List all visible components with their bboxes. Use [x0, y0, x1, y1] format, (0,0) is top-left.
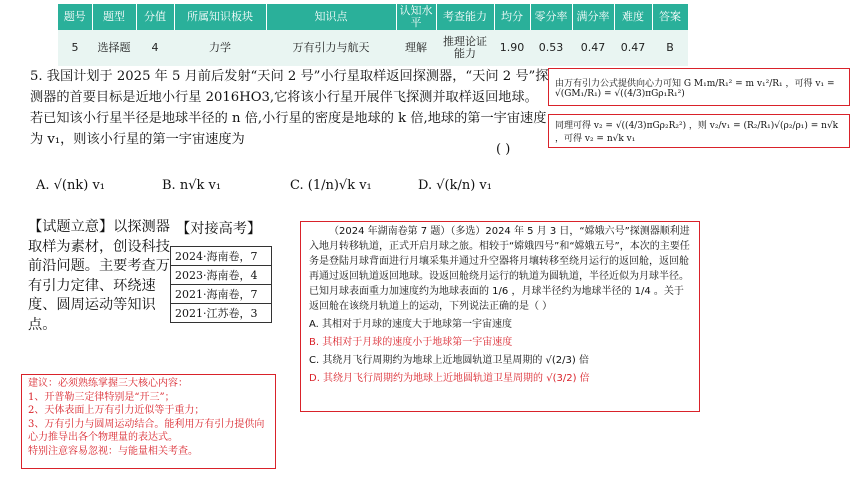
gaokao-cell: 2021·海南卷，7	[171, 285, 272, 304]
header-cell: 认知水平	[396, 4, 436, 30]
table-cell: 5	[58, 30, 92, 66]
table-cell: B	[652, 30, 688, 66]
formula-text-1: 由万有引力公式提供向心力可知 G M₁m/R₁² = m v₁²/R₁ ，可得 v₁ = √(GM₁/R₁) = √((4/3)πGρ₁R₁²)	[555, 78, 835, 99]
intent-text: 【试题立意】以探测器取样为素材，创设科技前沿问题。主要考查万有引力定律、环绕速度、圆周运动等知识点。	[28, 219, 170, 333]
stats-header-row	[58, 4, 688, 30]
gaokao-cell: 2021·江苏卷，3	[171, 304, 272, 323]
reference-problem-box	[300, 221, 700, 412]
header-cell: 满分率	[572, 4, 614, 30]
advice-line: 3、万有引力与圆周运动结合。能利用万有引力提供向心力推导出各个物理量的表达式。	[28, 418, 265, 444]
header-cell: 难度	[614, 4, 652, 30]
table-row	[171, 247, 272, 266]
formula-text-2: 同理可得 v₂ = √((4/3)πGρ₂R₂²) ，则 v₂/v₁ = (R₂/R₁)√(ρ₂/ρ₁) = n√k ，可得 v₂ = n√k v₁	[555, 121, 839, 144]
formula-box-1	[548, 68, 850, 106]
reference-option-b: B. 其相对于月球的速度小于地球第一宇宙速度	[309, 337, 513, 348]
answer-paren: ( )	[496, 142, 511, 157]
header-cell: 分值	[136, 4, 174, 30]
header-cell: 题号	[58, 4, 92, 30]
reference-question: （2024 年湖南卷第 7 题）（多选）2024 年 5 月 3 日，“嫦娥六号”探测器顺利进入地月转移轨道，正式开启月球之旅。相较于“嫦娥四号”和“嫦娥五号”，本次的主要任务是登陆月球背面进行月壤采集并通过升空器将月壤转移至绕月运行的返回舱，返回舱再通过返回轨道返回地球。设返回舱绕月运行的轨道为圆轨道，半径近似为月球半径。已知月球表面重力加速度约为地球表面的 1/6 ，月球半径约为地球半径的 1/4 。关于返回舱在该绕月轨道上的运动，下列说法正确的是（ ）	[309, 226, 690, 312]
option-d: D. √(k/n) v₁	[418, 178, 492, 193]
advice-line: 特别注意容易忽视：与能量相关考查。	[28, 445, 198, 457]
table-cell: 推理论证能力	[436, 30, 494, 66]
option-c: C. (1/n)√k v₁	[290, 178, 372, 193]
table-row	[171, 266, 272, 285]
question-text: 5. 我国计划于 2025 年 5 月前后发射“天问 2 号”小行星取样返回探测器，“天问 2 号”探测器的首要目标是近地小行星 2016HO3,它将该小行星开展伴飞探测并取样返回地球。若已知该小行星半径是地球半径的 n 倍,小行星的密度是地球的 k 倍,地球的第一宇宙速度为 v₁，则该小行星的第一宇宙速度为	[30, 69, 549, 147]
table-row	[171, 285, 272, 304]
table-cell: 1.90	[494, 30, 530, 66]
table-row	[58, 30, 688, 66]
stats-table	[58, 4, 689, 66]
header-cell: 答案	[652, 4, 688, 30]
table-cell: 万有引力与航天	[266, 30, 396, 66]
reference-option-d: D. 其绕月飞行周期约为地球上近地圆轨道卫星周期的 √(3/2) 倍	[309, 373, 590, 384]
table-cell: 0.47	[572, 30, 614, 66]
reference-option-a: A. 其相对于月球的速度大于地球第一宇宙速度	[309, 319, 513, 330]
header-cell: 题型	[92, 4, 136, 30]
table-cell: 0.47	[614, 30, 652, 66]
gaokao-title: 【对接高考】	[176, 221, 262, 237]
advice-line: 建议：必须熟练掌握三大核心内容：	[28, 378, 188, 389]
option-a: A. √(nk) v₁	[36, 178, 106, 193]
gaokao-table	[170, 246, 272, 323]
gaokao-cell: 2024·海南卷，7	[171, 247, 272, 266]
advice-box	[21, 374, 276, 469]
table-row	[171, 304, 272, 323]
header-cell: 考查能力	[436, 4, 494, 30]
header-cell: 零分率	[530, 4, 572, 30]
table-cell: 力学	[174, 30, 266, 66]
table-cell: 0.53	[530, 30, 572, 66]
advice-line: 1、开普勒三定律特别是“开三”；	[28, 391, 175, 403]
table-cell: 4	[136, 30, 174, 66]
header-cell: 知识点	[266, 4, 396, 30]
gaokao-cell: 2023·海南卷，4	[171, 266, 272, 285]
option-b: B. n√k v₁	[162, 178, 222, 193]
formula-box-2	[548, 114, 850, 148]
advice-line: 2、天体表面上万有引力近似等于重力；	[28, 405, 205, 417]
header-cell: 均分	[494, 4, 530, 30]
table-cell: 理解	[396, 30, 436, 66]
reference-option-c: C. 其绕月飞行周期约为地球上近地圆轨道卫星周期的 √(2/3) 倍	[309, 355, 589, 366]
table-cell: 选择题	[92, 30, 136, 66]
header-cell: 所属知识板块	[174, 4, 266, 30]
